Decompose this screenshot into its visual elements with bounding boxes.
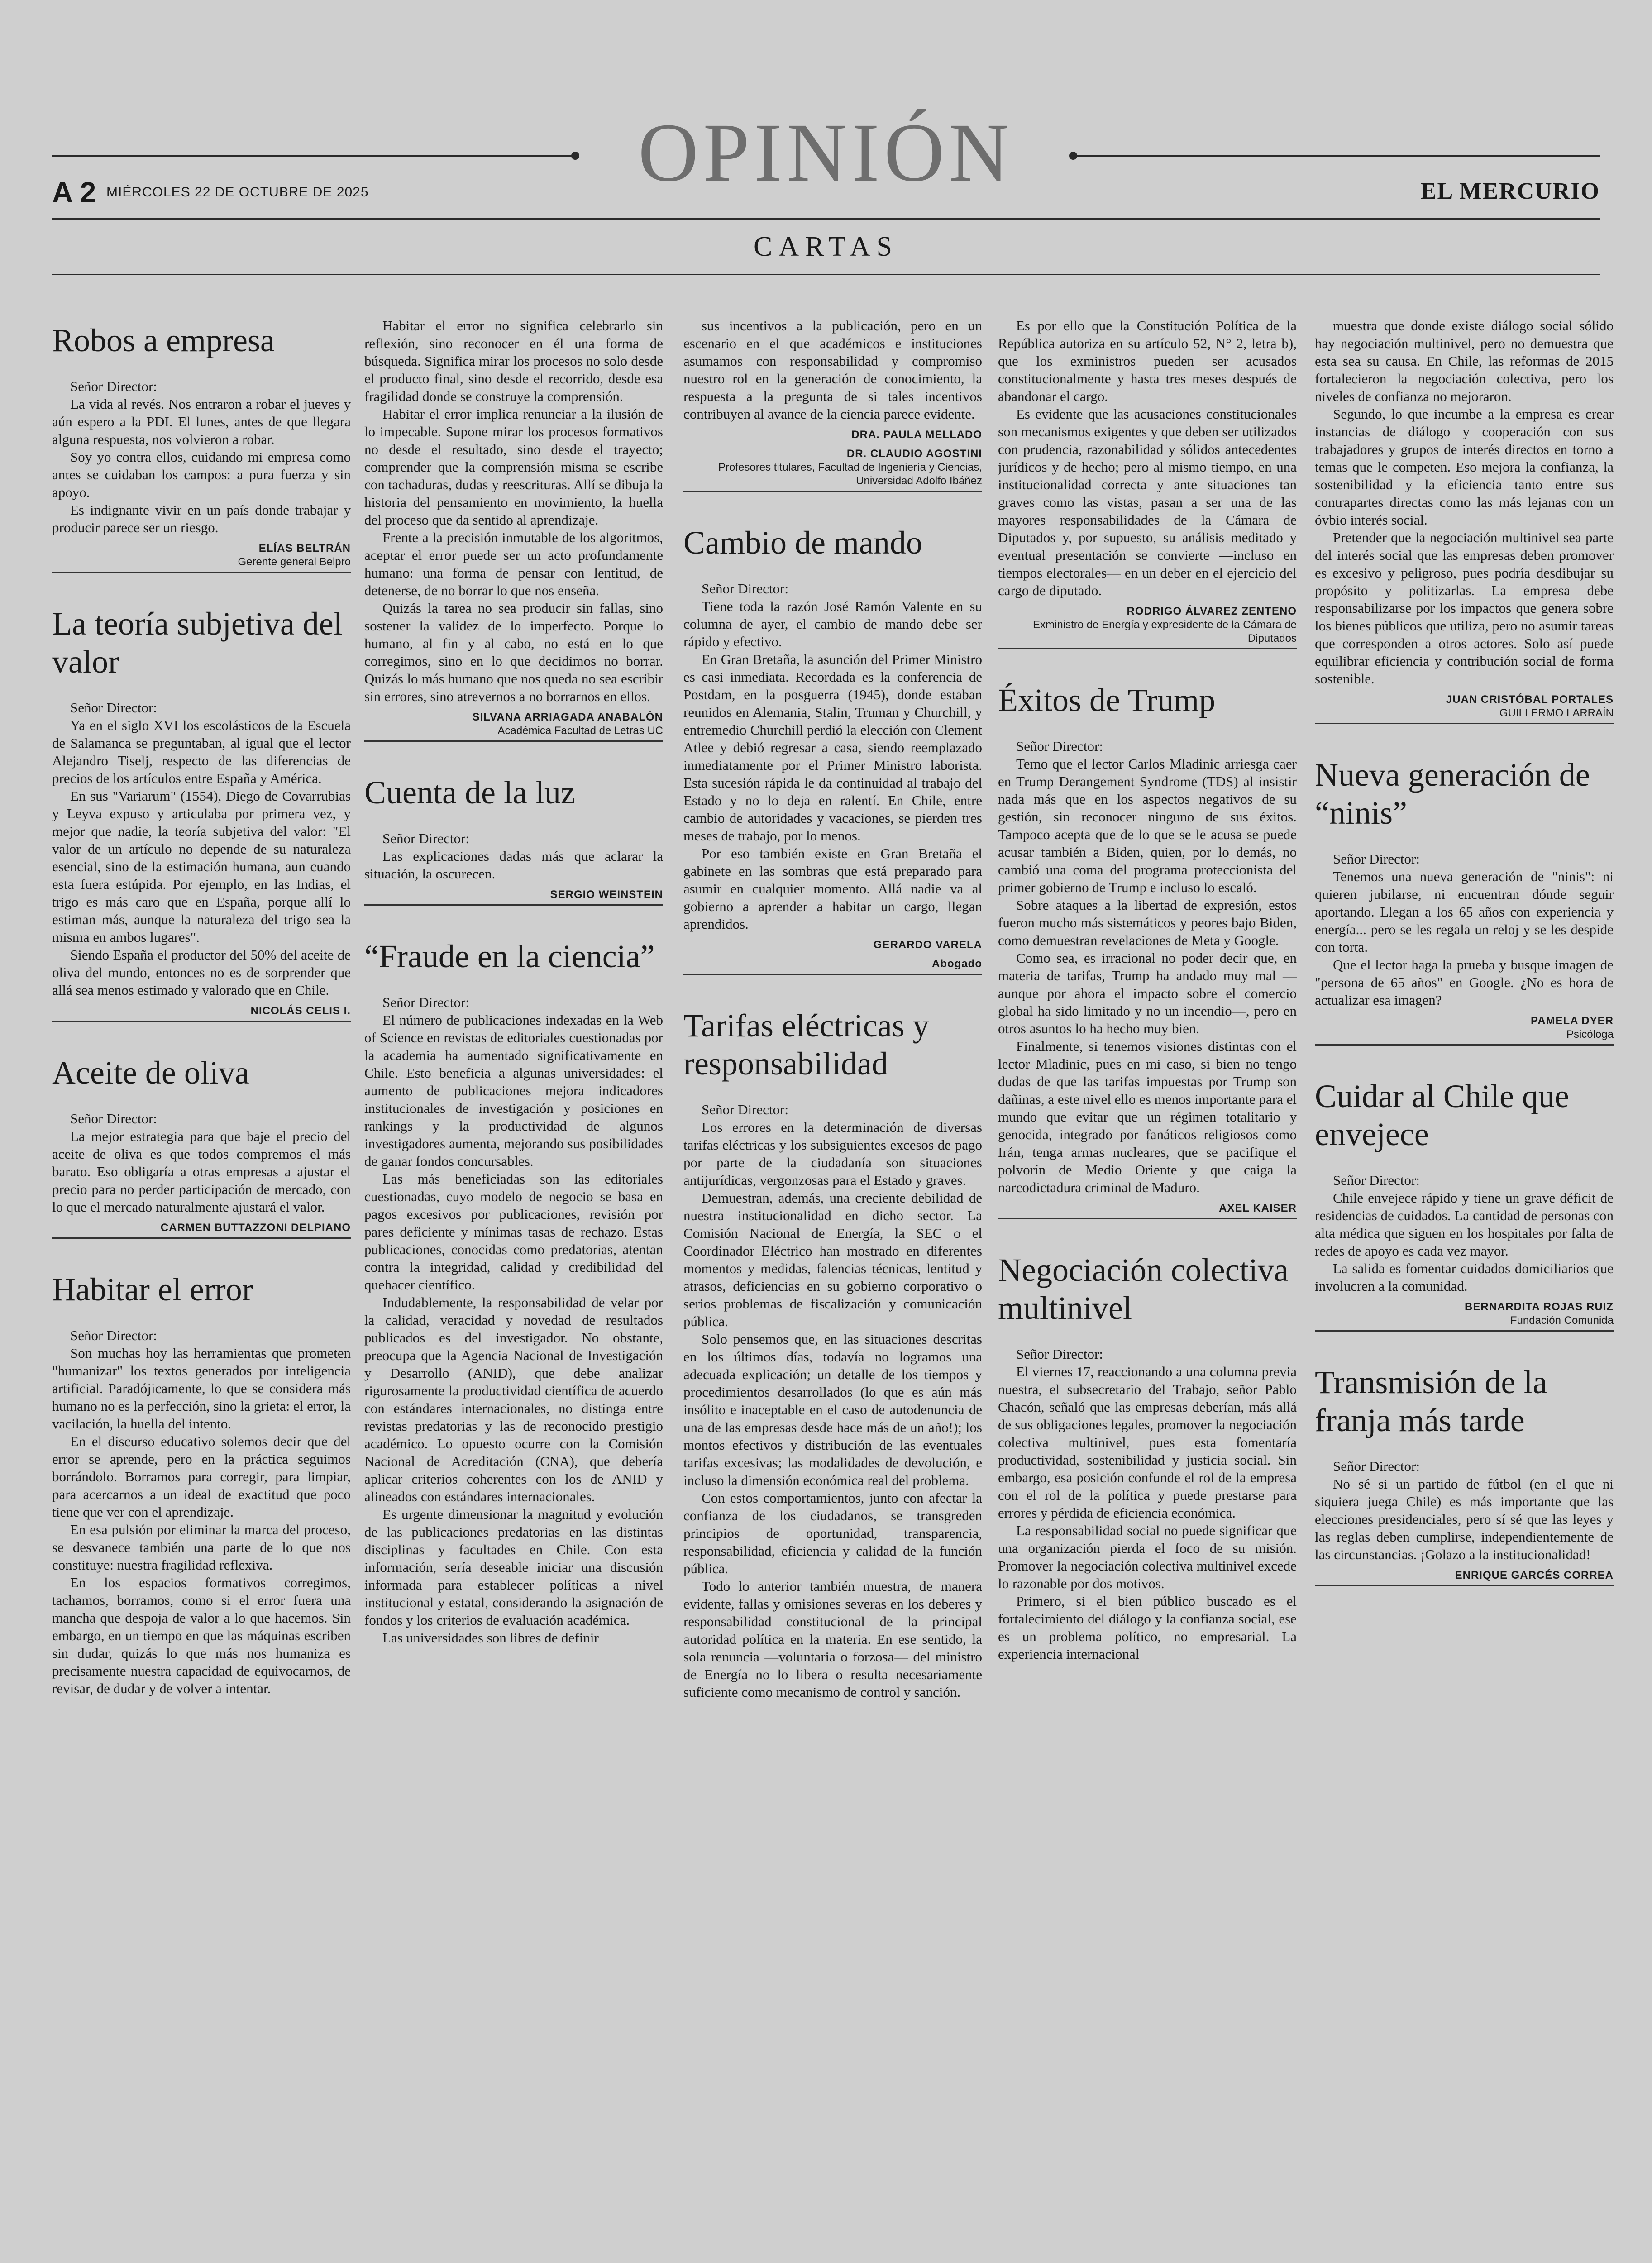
- letter-paragraph: Frente a la precisión inmutable de los algoritmos, aceptar el error puede ser un acto profundamente humano: una forma de pensar con lentitud, de detenerse, de no borrar lo que nos enseña.: [364, 530, 663, 598]
- letter-signature: ELÍAS BELTRÁN: [258, 542, 351, 554]
- letter-paragraph: En sus "Variarum" (1554), Diego de Covarrubias y Leyva expuso y articulaba por primera vez, y mejor que nadie, la teoría subjetiva del valor: "El valor de un artículo no depende de su naturaleza esencial, sino de la estimación humana, aun cuando esta fuera estúpida. Por ejemplo, en las Indias, el trigo es más caro que en España, porque allí lo estiman más, aunque la naturaleza del trigo sea la misma en ambos lugares".: [52, 788, 351, 945]
- letter-affiliation-2: Profesores titulares, Facultad de Ingeniería y Ciencias, Universidad Adolfo Ibáñez: [718, 461, 982, 487]
- letter-signature: PAMELA DYER: [1530, 1015, 1614, 1027]
- letters-column-4: [998, 317, 1297, 1695]
- letter-paragraph: Sobre ataques a la libertad de expresión, estos fueron mucho más sistemáticos y peores bajo Biden, como demuestran revelaciones de Meta y Google.: [998, 897, 1297, 948]
- letter-signature: BERNARDITA ROJAS RUIZ: [1464, 1301, 1614, 1313]
- letter: [52, 605, 351, 1022]
- letter-salutation: Señor Director:: [1333, 1172, 1420, 1188]
- letter-title: Tarifas eléctricas y responsabilidad: [683, 1007, 929, 1082]
- letter-paragraph: El viernes 17, reaccionando a una columna previa nuestra, el subsecretario del Trabajo, señor Pablo Chacón, señaló que las empresas deberían, más allá de sus obligaciones legales, promover la negociación colectiva multinivel, pues esta fomentaría productividad, sostenibilidad y justicia social. Sin embargo, esa posición confunde el rol de la empresa con el rol de la política y puede prestarse para errores y pérdida de eficiencia económica.: [998, 1364, 1297, 1521]
- letter-paragraph: Con estos comportamientos, junto con afectar la confianza de los ciudadanos, se transgreden principios de oportunidad, transparencia, responsabilidad, eficiencia y calidad de la función pública.: [683, 1490, 982, 1576]
- letter-paragraph: Como sea, es irracional no poder decir que, en materia de tarifas, Trump ha andado muy mal —aunque por ahora el impacto sobre el comercio global ha sido limitado y no un incendio—, pero en otros asuntos lo ha hecho muy bien.: [998, 950, 1297, 1036]
- letter-paragraph: Las más beneficiadas son las editoriales cuestionadas, cuyo modelo de negocio se basa en pagos excesivos por publicaciones, revisión por pares deficiente y mínimas tasas de rechazo. Estas publicaciones, conocidas como predatorias, atentan contra la integridad, calidad y credibilidad del quehacer científico.: [364, 1171, 663, 1293]
- letter-separator: [683, 974, 982, 975]
- letter-signature: SERGIO WEINSTEIN: [550, 888, 663, 901]
- letter-signature: ENRIQUE GARCÉS CORREA: [1455, 1569, 1614, 1581]
- letter-separator: [364, 904, 663, 906]
- letters-column-1: [52, 317, 351, 1729]
- letter-paragraph: En esa pulsión por eliminar la marca del proceso, se desvanece también una parte de lo que nos constituye: nuestra fragilidad reflexiva.: [52, 1522, 351, 1573]
- letter-paragraph: Siendo España el productor del 50% del aceite de oliva del mundo, entonces no es de sorprender que allá sea menos estimado y valorado que en Chile.: [52, 947, 351, 998]
- letter-separator: [52, 1021, 351, 1022]
- letter: [1315, 1077, 1614, 1332]
- letter-paragraph: Pretender que la negociación multinivel sea parte del interés social que las empresas deben promover es excesivo y peligroso, pues podría desdibujar su propósito y politizarlas. La empresa debe responsabilizarse por los impactos que genera sobre los bienes públicos que utiliza, pero no asumir tareas que corresponden a otros actores. Solo así puede equilibrar eficiencia y contribución social de forma sostenible.: [1315, 530, 1614, 687]
- newspaper-brand: EL MERCURIO: [1420, 178, 1600, 204]
- letter-paragraph: Por eso también existe en Gran Bretaña el gabinete en las sombras que está preparado para asumir en cualquier momento. Allá nadie va al gobierno a aprender a habitar un cargo, llegan aprendidos.: [683, 845, 982, 932]
- letter-affiliation: Gerente general Belpro: [238, 556, 351, 568]
- letter-paragraph: La responsabilidad social no puede significar que una organización pierda el foco de su misión. Promover la negociación colectiva multinivel excede lo razonable por dos motivos.: [998, 1523, 1297, 1591]
- letter: [1315, 756, 1614, 1046]
- masthead-rule-right: [1073, 155, 1600, 157]
- letter-title: Robos a empresa: [52, 322, 275, 358]
- letter-salutation: Señor Director:: [1333, 1458, 1420, 1474]
- letter-paragraph: Es evidente que las acusaciones constitucionales son mecanismos exigentes y que deben ser utilizados con prudencia, razonabilidad y sólidos antecedentes jurídicos y de hecho; pero al mismo tiempo, en una institucionalidad correcta y ante situaciones tan graves como las vistas, pasan a ser una de las mayores responsabilidades de la Cámara de Diputados y, por supuesto, su análisis meditado y eventual presentación se convierte —incluso en tiempos electorales— en un deber en el ejercicio del cargo de diputado.: [998, 406, 1297, 598]
- letter-salutation: Señor Director:: [382, 831, 469, 846]
- page-number: A 2: [52, 176, 96, 209]
- letter-title: La teoría subjetiva del valor: [52, 606, 343, 680]
- letter-paragraph: Todo lo anterior también muestra, de manera evidente, fallas y omisiones severas en los deberes y responsabilidad constitucional de la principal autoridad política en la materia. En ese sentido, la sola renuncia —voluntaria o forzosa— del ministro de Energía no lo libera o resulta necesariamente suficiente como mecanismo de control y sanción.: [683, 1578, 982, 1700]
- letter-separator: [998, 1218, 1297, 1219]
- letter: [683, 524, 982, 975]
- letter-affiliation: Abogado: [932, 958, 982, 970]
- letter-title: Transmisión de la franja más tarde: [1315, 1364, 1547, 1438]
- letter-paragraph: Habitar el error implica renunciar a la ilusión de lo impecable. Supone mirar los procesos formativos no desde el resultado, sino desde el trayecto; comprender que la comprensión misma se escribe con tachaduras, dudas y reescrituras. Allí se dibuja la historia del pensamiento en movimiento, la huella del proceso que da sentido al aprendizaje.: [364, 406, 663, 528]
- letter-paragraph: La mejor estrategia para que baje el precio del aceite de oliva es que todos compremos el más barato. Eso obligaría a otras empresas a ajustar el precio para no perder participación de mercado, con lo que el mercado naturalmente ajustará el valor.: [52, 1128, 351, 1215]
- letter-paragraph: muestra que donde existe diálogo social sólido hay negociación multinivel, pero no demuestra que esta sea su causa. En Chile, las reformas de 2015 fortalecieron la negociación colectiva, pero los niveles de confianza no mejoraron.: [1315, 318, 1614, 404]
- letter: [52, 1270, 351, 1697]
- letter: [1315, 1363, 1614, 1586]
- letter-title: Habitar el error: [52, 1271, 253, 1308]
- masthead-rule-left: [52, 155, 575, 157]
- letters-column-5: [1315, 317, 1614, 1618]
- letter-signature: JUAN CRISTÓBAL PORTALES: [1446, 693, 1614, 706]
- letter: [998, 681, 1297, 1219]
- letter-separator: [1315, 1044, 1614, 1046]
- letter-paragraph: La vida al revés. Nos entraron a robar el jueves y aún espero a la PDI. El lunes, antes de que llegara alguna respuesta, nos volvieron a robar.: [52, 396, 351, 447]
- letter-paragraph: Primero, si el bien público buscado es el fortalecimiento del diálogo y la confianza social, ese es un problema político, no empresarial. La experiencia internacional: [998, 1593, 1297, 1662]
- letter-title: Éxitos de Trump: [998, 682, 1216, 718]
- letter-salutation: Señor Director:: [70, 1327, 157, 1343]
- letter-paragraph: En el discurso educativo solemos decir que del error se aprende, pero en la práctica seguimos borrándolo. Borramos para corregir, para limpiar, para acercarnos a un ideal de exactitud que poco tiene que ver con el aprendizaje.: [52, 1433, 351, 1520]
- letter-signature: AXEL KAISER: [1219, 1202, 1297, 1214]
- letter-salutation: Señor Director:: [70, 378, 157, 394]
- letter-paragraph: Que el lector haga la prueba y busque imagen de "persona de 65 años" en Google. ¿No es hora de actualizar esa imagen?: [1315, 957, 1614, 1008]
- letter-paragraph: No sé si un partido de fútbol (en el que ni siquiera juega Chile) es más importante que las elecciones presidenciales, pero sí sé que las leyes y las reglas deben cumplirse, independientemente de las circunstancias. ¡Golazo a la institucionalidad!: [1315, 1476, 1614, 1562]
- letter-paragraph: Temo que el lector Carlos Mladinic arriesga caer en Trump Derangement Syndrome (TDS) al insistir nada más que en los aspectos negativos de su gestión, sin reconocer ninguno de sus éxitos. Tampoco acepta que de lo que se le acusa se puede acusar también a Biden, quien, por lo demás, no cambió una coma del programa proteccionista del primer gobierno de Trump e incluso lo escaló.: [998, 756, 1297, 895]
- letter: [364, 317, 663, 742]
- letter-separator: [52, 1237, 351, 1239]
- letter-paragraph: Es urgente dimensionar la magnitud y evolución de las publicaciones predatorias en las distintas disciplinas y facultades en Chile. Con esta información, sería deseable iniciar una discusión informada para establecer políticas a nivel institucional y estatal, considerando la asignación de fondos y los criterios de evaluación académica.: [364, 1506, 663, 1628]
- page-date: MIÉRCOLES 22 DE OCTUBRE DE 2025: [106, 185, 369, 200]
- letter-title: Negociación colectiva multinivel: [998, 1252, 1289, 1326]
- masthead-dot-right: [1069, 152, 1077, 160]
- letter-separator: [1315, 723, 1614, 724]
- letter-title: Cuenta de la luz: [364, 774, 575, 811]
- letter-signature: GERARDO VARELA: [873, 939, 982, 951]
- letter-paragraph: Tiene toda la razón José Ramón Valente en su columna de ayer, el cambio de mando debe ser rápido y efectivo.: [683, 598, 982, 649]
- letter-title: Cuidar al Chile que envejece: [1315, 1078, 1569, 1152]
- letters-column-3: [683, 317, 982, 1733]
- letter-paragraph: En Gran Bretaña, la asunción del Primer Ministro es casi inmediata. Recordada es la conferencia de Postdam, en la posguerra (1945), donde estaban reunidos en Alemania, Stalin, Truman y Churchill, y entremedio Churchill perdió la elección con Clement Atlee y debió regresar a casa, siendo reemplazado inmediatamente por el Primer Ministro laborista. Esta sucesión rápida le da continuidad al trabajo del Estado y no lo deja en ralentí. En Chile, entre cambio de autoridades y vacaciones, se pierden tres meses de trabajo, por lo menos.: [683, 651, 982, 844]
- letter-paragraph: Soy yo contra ellos, cuidando mi empresa como antes se cuidaban los campos: a pura fuerza y sin apoyo.: [52, 449, 351, 500]
- letter-paragraph: Es indignante vivir en un país donde trabajar y producir parece ser un riesgo.: [52, 502, 351, 535]
- letter-separator: [52, 572, 351, 573]
- letter-affiliation: Académica Facultad de Letras UC: [497, 725, 663, 737]
- letter-signature: RODRIGO ÁLVAREZ ZENTENO: [1127, 605, 1297, 617]
- header-rule-top: [52, 218, 1600, 220]
- letter-separator: [364, 740, 663, 742]
- letter-paragraph: Ya en el siglo XVI los escolásticos de la Escuela de Salamanca se preguntaban, al igual que el lector Alejandro Tiselj, respecto de las diferencias de precios de los artículos entre España y América.: [52, 717, 351, 786]
- letter-paragraph: Quizás la tarea no sea producir sin fallas, sino sostener la validez de lo imperfecto. Porque lo humano, al fin y al cabo, no está en lo que corregimos, sino en lo que decidimos no borrar. Quizás lo más humano que nos queda no sea escribir sin errores, sino atrevernos a no borrarnos en ellos.: [364, 600, 663, 704]
- letter-paragraph: Habitar el error no significa celebrarlo sin reflexión, sino reconocer en él una forma de búsqueda. Significa mirar los procesos no solo desde el producto final, sino desde el recorrido, desde esa fragilidad donde se construye la comprensión.: [364, 318, 663, 404]
- letter-paragraph: Chile envejece rápido y tiene un grave déficit de residencias de cuidados. La cantidad de personas con alta médica que siguen en los hospitales por falta de redes de apoyo es cada vez mayor.: [1315, 1190, 1614, 1259]
- letter-paragraph: Las explicaciones dadas más que aclarar la situación, la oscurecen.: [364, 848, 663, 882]
- letter-paragraph: Las universidades son libres de definir: [382, 1630, 599, 1646]
- letter-title: Nueva generación de “ninis”: [1315, 757, 1590, 831]
- subsection-label: CARTAS: [754, 231, 898, 262]
- letter-separator: [683, 491, 982, 492]
- letter: [52, 321, 351, 573]
- letter-salutation: Señor Director:: [1333, 851, 1420, 867]
- letter-title: “Fraude en la ciencia”: [364, 938, 655, 974]
- masthead-dot-left: [571, 152, 579, 160]
- masthead: [0, 0, 1652, 290]
- letter: [998, 317, 1297, 649]
- letter-paragraph: sus incentivos a la publicación, pero en un escenario en el que académicos e instituciones asumamos con responsabilidad y compromiso nuestro rol en la generación de conocimiento, la respuesta a la pregunta de si tales incentivos contribuyen al avance de la ciencia parece evidente.: [683, 318, 982, 422]
- letter-affiliation: Exministro de Energía y expresidente de la Cámara de Diputados: [1033, 619, 1297, 645]
- letter: [998, 1251, 1297, 1663]
- letter-title: Aceite de oliva: [52, 1055, 249, 1091]
- letter-paragraph: En los espacios formativos corregimos, tachamos, borramos, como si el error fuera una mancha que despoja de valor a lo que hacemos. Sin embargo, en un tiempo en que las máquinas escriben sin dudar, quizás lo que más nos humaniza es precisamente nuestra capacidad de equivocarnos, de revisar, de dudar y de volver a intentar.: [52, 1575, 351, 1696]
- letter-paragraph: El número de publicaciones indexadas en la Web of Science en revistas de editoriales cuestionadas por la academia ha aumentado significativamente en Chile. Esto beneficia a algunas universidades: el aumento de publicaciones mejora indicadores institucionales de investigación y posiciones en rankings y la productividad de algunos investigadores aumenta, mejorando sus posibilidades de ganar fondos concursables.: [364, 1012, 663, 1169]
- letter-salutation: Señor Director:: [702, 581, 788, 597]
- letter: [683, 317, 982, 492]
- letter-salutation: Señor Director:: [70, 700, 157, 716]
- letter-separator: [998, 648, 1297, 649]
- header-rule-bottom: [52, 274, 1600, 275]
- letter-paragraph: Tenemos una nueva generación de "ninis": ni quieren jubilarse, ni encuentran dónde seguir aportando. Llegan a los 65 años con experiencia y energía... pero se les regala un reloj y se les despide con torta.: [1315, 869, 1614, 955]
- letter-title: Cambio de mando: [683, 525, 922, 561]
- letter: [1315, 317, 1614, 724]
- letter-salutation: Señor Director:: [1016, 1346, 1103, 1362]
- letter-signature: SILVANA ARRIAGADA ANABALÓN: [472, 711, 663, 723]
- letter: [52, 1054, 351, 1239]
- letter-paragraph: Solo pensemos que, en las situaciones descritas en los últimos días, todavía no logramos una adecuada explicación; un detalle de los tiempos y procedimientos desarrollados (lo que es aún más insólito e inaceptable en el caso de autodenuncia de una de las empresas desde hace más de un año!); los montos efectivos y distribución de las eventuales tarifas excesivas; las modalidades de devolución, e incluso la dimensión económica real del problema.: [683, 1331, 982, 1488]
- letter-signature: NICOLÁS CELIS I.: [250, 1005, 351, 1017]
- letter-paragraph: Segundo, lo que incumbe a la empresa es crear instancias de diálogo y cooperación con sus trabajadores y grupos de interés directos en torno a temas que le competen. Eso mejora la confianza, la sostenibilidad y la eficiencia tanto entre sus contrapartes directas como las más lejanas con un óvbio interés social.: [1315, 406, 1614, 528]
- letter-separator: [1315, 1330, 1614, 1332]
- letter: [364, 773, 663, 906]
- letter-salutation: Señor Director:: [382, 994, 469, 1010]
- section-title: OPINIÓN: [638, 106, 1014, 199]
- letter-salutation: Señor Director:: [1016, 738, 1103, 754]
- letter-affiliation: Psicóloga: [1566, 1028, 1614, 1041]
- letter: [683, 1007, 982, 1701]
- letter-signature: CARMEN BUTTAZZONI DELPIANO: [160, 1222, 351, 1234]
- letter-separator: [1315, 1585, 1614, 1586]
- letters-column-2: [364, 317, 663, 1678]
- letter-paragraph: Indudablemente, la responsabilidad de velar por la calidad, veracidad y novedad de resultados publicados es del investigador. No obstante, preocupa que la Agencia Nacional de Investigación y Desarrollo (ANID), que debe analizar rigurosamente la productividad científica de acuerdo con estándares internacionales, no distinga entre revistas predatorias y las de reconocido prestigio académico. Lo opuesto ocurre con la Comisión Nacional de Acreditación (CNA), que debería aplicar criterios coherentes con los de ANID y alineados con estándares internacionales.: [364, 1294, 663, 1504]
- letter-paragraph: Son muchas hoy las herramientas que prometen "humanizar" los textos generados por inteligencia artificial. Paradójicamente, lo que se considera más humano no es la perfección, sino la grieta: el error, la vacilación, la huella del intento.: [52, 1345, 351, 1432]
- letter-signature: DRA. PAULA MELLADO: [851, 429, 982, 441]
- letter-salutation: Señor Director:: [70, 1111, 157, 1127]
- letter-paragraph: Es por ello que la Constitución Política de la República autoriza en su artículo 52, N° 2, letra b), que los exministros pueden ser acusados constitucionalmente y hasta tres meses después de abandonar el cargo.: [998, 318, 1297, 404]
- letter-paragraph: La salida es fomentar cuidados domiciliarios que involucren a la comunidad.: [1315, 1260, 1614, 1294]
- letter-affiliation: Fundación Comunida: [1510, 1314, 1614, 1327]
- letter-paragraph: Finalmente, si tenemos visiones distintas con el lector Mladinic, pues en mi caso, si bien no tengo dudas de que las tarifas impuestas por Trump son dañinas, a este nivel ello es menos importante para el mundo que evitar que un régimen totalitario y genocida, integrado por fanáticos religiosos como Irán, tenga armas nucleares, que se pacifique el polvorín de Medio Oriente y que caiga la narcodictadura criminal de Maduro.: [998, 1038, 1297, 1195]
- letter-affiliation: DR. CLAUDIO AGOSTINI: [846, 448, 982, 460]
- letter-affiliation: GUILLERMO LARRAÍN: [1499, 707, 1614, 719]
- letter-salutation: Señor Director:: [702, 1102, 788, 1117]
- letter-paragraph: Demuestran, además, una creciente debilidad de nuestra institucionalidad en dicho sector. La Comisión Nacional de Energía, la SEC o el Coordinador Eléctrico han mostrado en diferentes momentos y medidas, falencias técnicas, lentitud y atrasos, deficiencias en su gobierno corporativo o serios problemas de fiscalización y comunicación pública.: [683, 1190, 982, 1329]
- letter: [364, 937, 663, 1647]
- letter-paragraph: Los errores en la determinación de diversas tarifas eléctricas y los subsiguientes excesos de pago por parte de la ciudadanía son situaciones antijurídicas, vergonzosas para el Estado y graves.: [683, 1119, 982, 1188]
